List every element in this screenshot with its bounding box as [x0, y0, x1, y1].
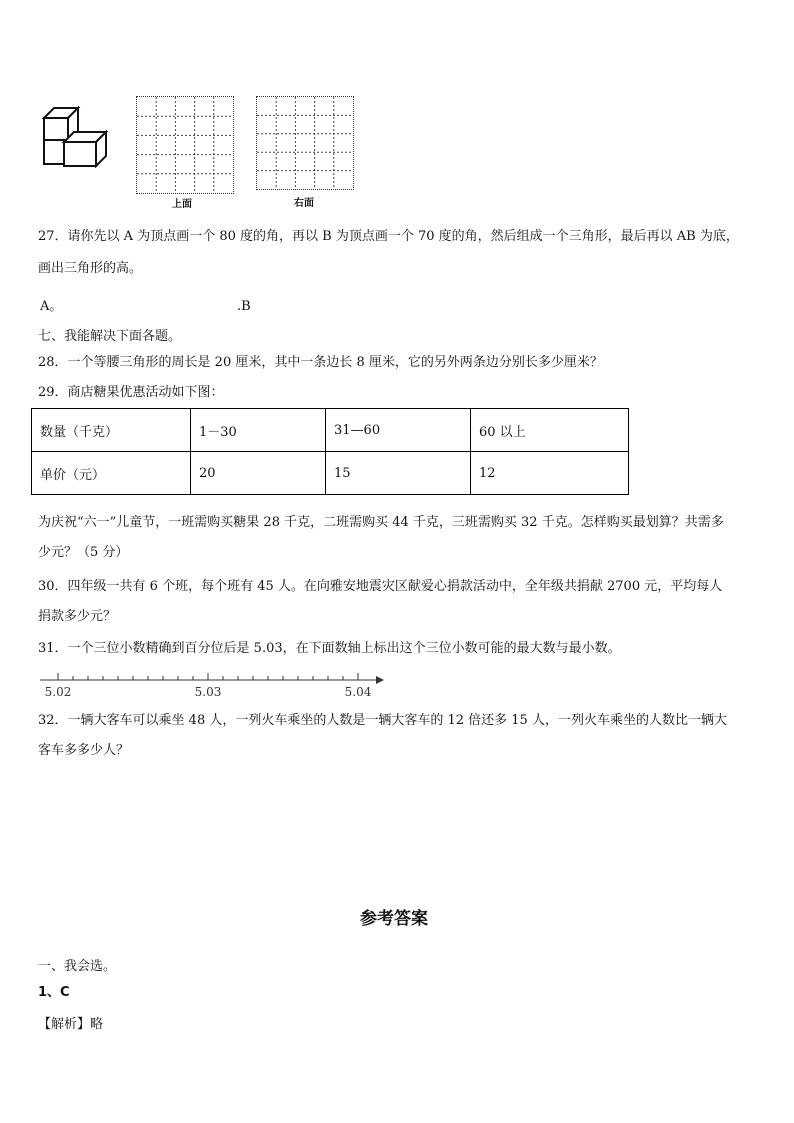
question-29-line1: 为庆祝“六一”儿童节，一班需购买糖果 28 千克，二班需购买 44 千克，三班需购买 32 千克。怎样购买最划算？共需多	[38, 515, 724, 530]
table-cell: 15	[326, 452, 471, 495]
question-29-line2: 少元？（5 分）	[38, 545, 129, 560]
table-row	[32, 409, 629, 452]
question-31: 31．一个三位小数精确到百分位后是 5.03，在下面数轴上标出这个三位小数可能的最大数与最小数。	[38, 641, 621, 656]
top-view-grid[interactable]	[136, 96, 234, 194]
question-27-line2: 画出三角形的高。	[38, 261, 143, 276]
right-view-grid[interactable]	[256, 96, 354, 190]
question-32-line1: 32．一辆大客车可以乘坐 48 人，一列火车乘坐的人数是一辆大客车的 12 倍还多 15 人，一列火车乘坐的人数比一辆大	[38, 713, 727, 728]
point-b-label: .B	[237, 299, 251, 314]
question-29-intro: 29．商店糖果优惠活动如下图：	[38, 385, 224, 400]
answer-key-title: 参考答案	[360, 909, 428, 929]
table-cell: 60 以上	[471, 409, 629, 452]
question-28: 28．一个等腰三角形的周长是 20 厘米，其中一条边长 8 厘米，它的另外两条边分别长多少厘米？	[38, 355, 603, 370]
answer-1-analysis: 【解析】略	[38, 1017, 104, 1032]
axis-label-5.02: 5.02	[44, 685, 72, 699]
axis-label-5.04: 5.04	[344, 685, 372, 699]
question-27-line1: 27．请你先以 A 为顶点画一个 80 度的角，再以 B 为顶点画一个 70 度的角，然后组成一个三角形，最后再以 AB 为底，	[38, 229, 739, 244]
table-cell: 1－30	[191, 409, 326, 452]
candy-price-table	[31, 408, 629, 495]
cube-stack-figure	[40, 104, 112, 168]
top-view-label: 上面	[172, 199, 192, 210]
table-cell: 12	[471, 452, 629, 495]
number-line[interactable]	[36, 670, 386, 704]
answer-section-1: 一、我会选。	[38, 959, 117, 974]
table-row	[32, 452, 629, 495]
axis-label-5.03: 5.03	[194, 685, 222, 699]
table-cell: 20	[191, 452, 326, 495]
section-7-heading: 七、我能解决下面各题。	[38, 329, 182, 344]
answer-1: 1、C	[38, 985, 70, 1000]
point-a-label: A。	[40, 299, 63, 314]
table-cell: 数量（千克）	[32, 409, 191, 452]
table-cell: 单价（元）	[32, 452, 191, 495]
question-30-line1: 30．四年级一共有 6 个班，每个班有 45 人。在向雅安地震灾区献爱心捐款活动中，全年级共捐献 2700 元，平均每人	[38, 579, 723, 594]
question-32-line2: 客车多多少人？	[38, 743, 130, 758]
question-30-line2: 捐款多少元？	[38, 609, 117, 624]
table-cell: 31—60	[326, 409, 471, 452]
right-view-label: 右面	[294, 198, 314, 209]
